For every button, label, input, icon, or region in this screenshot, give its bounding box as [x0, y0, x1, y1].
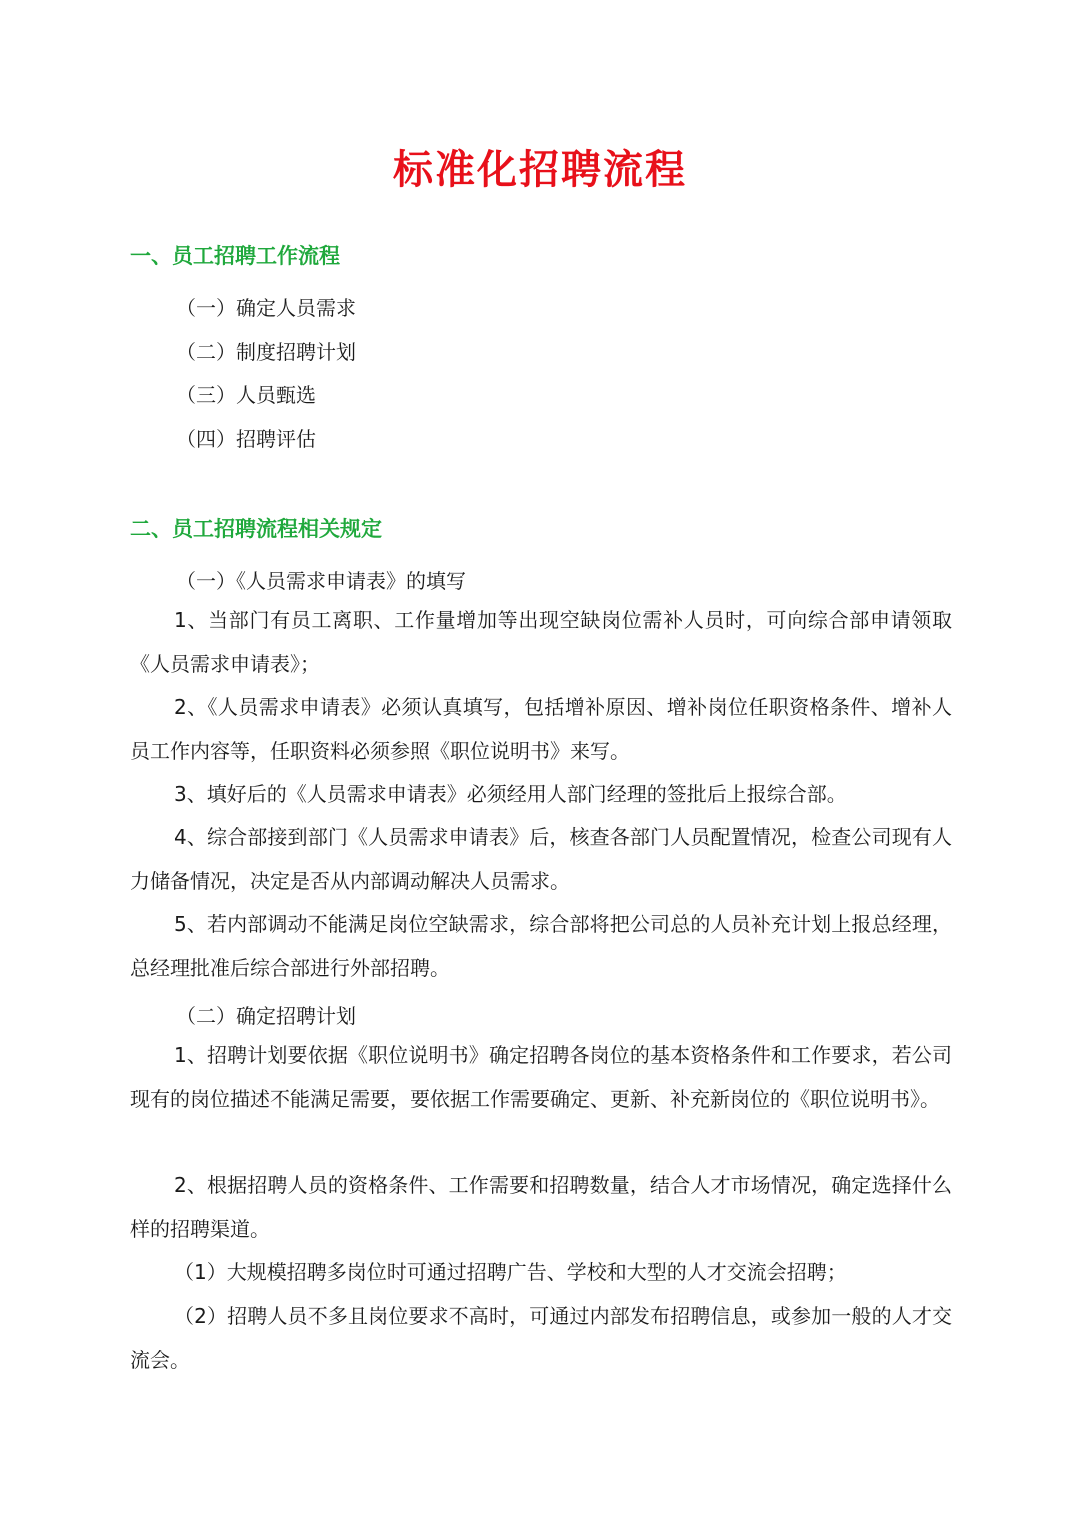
paragraph: 1、当部门有员工离职、工作量增加等出现空缺岗位需补人员时，可向综合部申请领取《人员需求申请表》； [130, 608, 952, 676]
outline-item: （二）制度招聘计划 [176, 340, 356, 364]
subsection-heading: （一）《人员需求申请表》的填写 [176, 569, 466, 593]
paragraph: 5、若内部调动不能满足岗位空缺需求，综合部将把公司总的人员补充计划上报总经理，总经理批准后综合部进行外部招聘。 [130, 912, 952, 980]
section-heading-regulations: 二、员工招聘流程相关规定 [130, 517, 382, 541]
paragraph: （1）大规模招聘多岗位时可通过招聘广告、学校和大型的人才交流会招聘； [174, 1260, 847, 1284]
paragraph: 4、综合部接到部门《人员需求申请表》后，核查各部门人员配置情况，检查公司现有人力储备情况，决定是否从内部调动解决人员需求。 [130, 825, 952, 893]
subsection-heading: （二）确定招聘计划 [176, 1004, 356, 1028]
paragraph: 2、根据招聘人员的资格条件、工作需要和招聘数量，结合人才市场情况，确定选择什么样的招聘渠道。 [130, 1173, 952, 1241]
outline-item: （三）人员甄选 [176, 383, 316, 407]
document-title: 标准化招聘流程 [393, 147, 687, 193]
outline-item: （一）确定人员需求 [176, 296, 356, 320]
paragraph: 2、《人员需求申请表》必须认真填写，包括增补原因、增补岗位任职资格条件、增补人员工作内容等，任职资料必须参照《职位说明书》来写。 [130, 695, 952, 763]
paragraph: 1、招聘计划要依据《职位说明书》确定招聘各岗位的基本资格条件和工作要求，若公司现有的岗位描述不能满足需要，要依据工作需要确定、更新、补充新岗位的《职位说明书》。 [130, 1043, 952, 1111]
paragraph: （2）招聘人员不多且岗位要求不高时，可通过内部发布招聘信息，或参加一般的人才交流会。 [130, 1304, 952, 1372]
section-heading-workflow: 一、员工招聘工作流程 [130, 244, 340, 268]
paragraph: 3、填好后的《人员需求申请表》必须经用人部门经理的签批后上报综合部。 [174, 782, 847, 806]
outline-item: （四）招聘评估 [176, 427, 316, 451]
